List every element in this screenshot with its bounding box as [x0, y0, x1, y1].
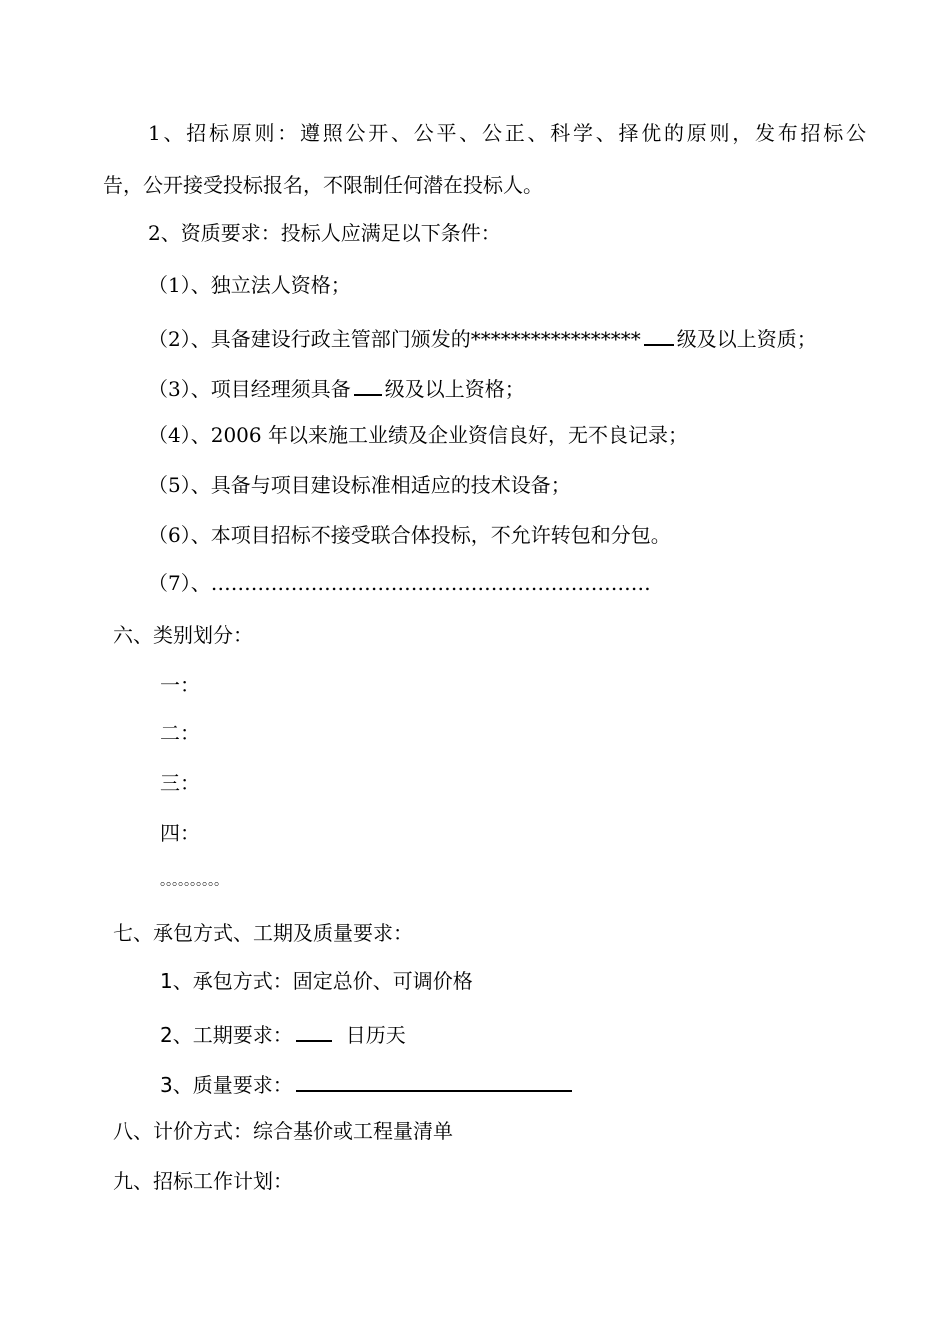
- requirement-3-suffix: 级及以上资格；: [384, 377, 525, 401]
- quality-blank: [296, 1068, 572, 1092]
- category-continuation: 。。。。。。。。。。: [160, 873, 227, 889]
- section-9-title: 九、招标工作计划：: [113, 1169, 293, 1193]
- requirement-2-text: （2）、具备建设行政主管部门颁发的*****************: [148, 327, 641, 351]
- requirement-7: （7）、…………………………………………………………: [148, 571, 651, 595]
- requirement-3: [148, 372, 525, 402]
- category-item: 四：: [160, 821, 200, 845]
- requirement-2-suffix: 级及以上资质；: [676, 327, 817, 351]
- category-item: 二：: [160, 721, 200, 745]
- duration-blank: [296, 1018, 332, 1042]
- contract-method: 1、承包方式：固定总价、可调价格: [160, 969, 473, 993]
- quality-requirement: [160, 1068, 575, 1098]
- section-6-title: 六、类别划分：: [113, 623, 253, 647]
- requirement-1: （1）、独立法人资格；: [148, 273, 351, 297]
- principle-line-2: 告，公开接受投标报名，不限制任何潜在投标人。: [103, 173, 543, 197]
- section-8-pricing: 八、计价方式：综合基价或工程量清单: [113, 1119, 453, 1143]
- requirement-5: （5）、具备与项目建设标准相适应的技术设备；: [148, 473, 571, 497]
- duration-label: 2、工期要求：: [160, 1023, 293, 1047]
- qualification-heading: 2、资质要求：投标人应满足以下条件：: [148, 221, 501, 245]
- requirement-3-text: （3）、项目经理须具备: [148, 377, 351, 401]
- duration-requirement: [160, 1018, 406, 1048]
- quality-label: 3、质量要求：: [160, 1073, 293, 1097]
- category-item: 三：: [160, 771, 200, 795]
- category-item: 一：: [160, 673, 200, 697]
- grade-blank: [644, 322, 674, 346]
- manager-grade-blank: [354, 372, 382, 396]
- principle-line-1: 1、招标原则：遵照公开、公平、公正、科学、择优的原则，发布招标公: [148, 121, 866, 145]
- duration-unit: 日历天: [345, 1023, 406, 1047]
- section-7-title: 七、承包方式、工期及质量要求：: [113, 921, 413, 945]
- requirement-2: [148, 322, 817, 352]
- requirement-4: （4）、2006 年以来施工业绩及企业资信良好，无不良记录；: [148, 423, 688, 447]
- requirement-6: （6）、本项目招标不接受联合体投标，不允许转包和分包。: [148, 523, 671, 547]
